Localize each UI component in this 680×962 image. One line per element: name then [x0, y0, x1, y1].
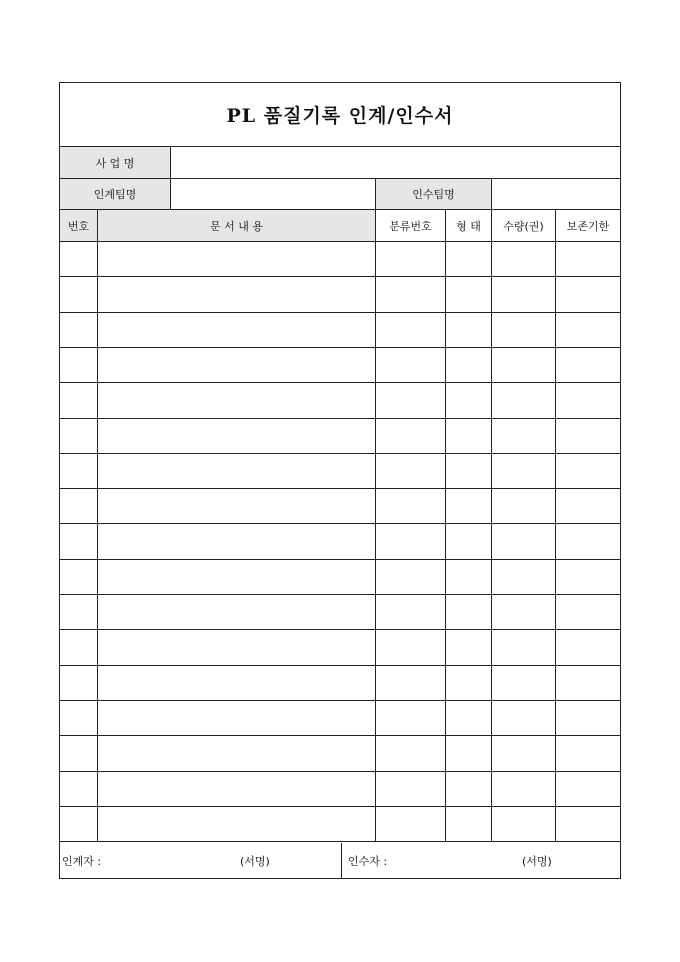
row-7-classification-cell[interactable]	[376, 454, 446, 489]
handover-person-label: 인계자 :	[62, 854, 102, 868]
row-17-number-cell[interactable]	[60, 807, 98, 842]
row-11-quantity-cell[interactable]	[492, 595, 556, 630]
header-type: 형 태	[446, 210, 492, 242]
row-5-content-cell[interactable]	[98, 383, 376, 419]
row-11-type-cell[interactable]	[446, 595, 492, 630]
row-14-classification-cell[interactable]	[376, 701, 446, 736]
handover-signature[interactable]	[60, 843, 342, 878]
row-17-type-cell[interactable]	[446, 807, 492, 842]
row-1-type-cell[interactable]	[446, 242, 492, 277]
row-9-retention-cell[interactable]	[556, 524, 620, 560]
row-3-quantity-cell[interactable]	[492, 313, 556, 348]
row-5-classification-cell[interactable]	[376, 383, 446, 419]
row-2-classification-cell[interactable]	[376, 277, 446, 313]
row-4-retention-cell[interactable]	[556, 348, 620, 383]
header-quantity: 수량(권)	[492, 210, 556, 242]
row-2-quantity-cell[interactable]	[492, 277, 556, 313]
row-15-content-cell[interactable]	[98, 736, 376, 772]
row-7-quantity-cell[interactable]	[492, 454, 556, 489]
row-3-type-cell[interactable]	[446, 313, 492, 348]
form-title: PL 품질기록 인계/인수서	[60, 83, 620, 147]
row-4-content-cell[interactable]	[98, 348, 376, 383]
row-5-quantity-cell[interactable]	[492, 383, 556, 419]
row-12-content-cell[interactable]	[98, 630, 376, 666]
row-17-quantity-cell[interactable]	[492, 807, 556, 842]
row-14-number-cell[interactable]	[60, 701, 98, 736]
row-16-quantity-cell[interactable]	[492, 772, 556, 807]
row-9-classification-cell[interactable]	[376, 524, 446, 560]
row-15-number-cell[interactable]	[60, 736, 98, 772]
row-16-number-cell[interactable]	[60, 772, 98, 807]
row-15-classification-cell[interactable]	[376, 736, 446, 772]
row-3-retention-cell[interactable]	[556, 313, 620, 348]
row-1-content-cell[interactable]	[98, 242, 376, 277]
row-6-classification-cell[interactable]	[376, 419, 446, 454]
receiving-team-field[interactable]	[492, 179, 620, 210]
row-1-quantity-cell[interactable]	[492, 242, 556, 277]
row-13-retention-cell[interactable]	[556, 666, 620, 701]
row-14-quantity-cell[interactable]	[492, 701, 556, 736]
receiving-team-label: 인수팀명	[376, 179, 492, 210]
row-16-type-cell[interactable]	[446, 772, 492, 807]
row-8-classification-cell[interactable]	[376, 489, 446, 524]
row-8-type-cell[interactable]	[446, 489, 492, 524]
row-3-number-cell[interactable]	[60, 313, 98, 348]
row-16-retention-cell[interactable]	[556, 772, 620, 807]
receiver-person-label: 인수자 :	[348, 854, 388, 868]
row-8-retention-cell[interactable]	[556, 489, 620, 524]
row-10-retention-cell[interactable]	[556, 560, 620, 595]
row-4-number-cell[interactable]	[60, 348, 98, 383]
row-13-quantity-cell[interactable]	[492, 666, 556, 701]
row-17-retention-cell[interactable]	[556, 807, 620, 842]
handover-sign-label: (서명)	[240, 854, 270, 868]
row-15-retention-cell[interactable]	[556, 736, 620, 772]
row-17-content-cell[interactable]	[98, 807, 376, 842]
row-8-content-cell[interactable]	[98, 489, 376, 524]
row-16-content-cell[interactable]	[98, 772, 376, 807]
row-1-classification-cell[interactable]	[376, 242, 446, 277]
row-14-retention-cell[interactable]	[556, 701, 620, 736]
row-4-type-cell[interactable]	[446, 348, 492, 383]
row-10-content-cell[interactable]	[98, 560, 376, 595]
row-2-retention-cell[interactable]	[556, 277, 620, 313]
row-2-type-cell[interactable]	[446, 277, 492, 313]
row-10-type-cell[interactable]	[446, 560, 492, 595]
row-6-quantity-cell[interactable]	[492, 419, 556, 454]
row-3-classification-cell[interactable]	[376, 313, 446, 348]
handover-team-field[interactable]	[171, 179, 376, 210]
row-1-number-cell[interactable]	[60, 242, 98, 277]
row-5-type-cell[interactable]	[446, 383, 492, 419]
row-6-type-cell[interactable]	[446, 419, 492, 454]
row-1-retention-cell[interactable]	[556, 242, 620, 277]
row-14-content-cell[interactable]	[98, 701, 376, 736]
header-number: 번호	[60, 210, 98, 242]
row-9-quantity-cell[interactable]	[492, 524, 556, 560]
row-10-number-cell[interactable]	[60, 560, 98, 595]
row-13-type-cell[interactable]	[446, 666, 492, 701]
row-14-type-cell[interactable]	[446, 701, 492, 736]
row-4-classification-cell[interactable]	[376, 348, 446, 383]
row-11-number-cell[interactable]	[60, 595, 98, 630]
row-8-number-cell[interactable]	[60, 489, 98, 524]
row-12-retention-cell[interactable]	[556, 630, 620, 666]
row-11-content-cell[interactable]	[98, 595, 376, 630]
receiver-signature[interactable]	[342, 843, 620, 878]
row-7-content-cell[interactable]	[98, 454, 376, 489]
row-13-number-cell[interactable]	[60, 666, 98, 701]
business-field[interactable]	[171, 147, 620, 179]
row-15-type-cell[interactable]	[446, 736, 492, 772]
row-7-number-cell[interactable]	[60, 454, 98, 489]
receiver-sign-label: (서명)	[522, 854, 552, 868]
row-15-quantity-cell[interactable]	[492, 736, 556, 772]
row-9-number-cell[interactable]	[60, 524, 98, 560]
handover-team-label: 인계팀명	[60, 179, 171, 210]
row-10-quantity-cell[interactable]	[492, 560, 556, 595]
header-retention: 보존기한	[556, 210, 620, 242]
header-content: 문 서 내 용	[98, 210, 376, 242]
row-12-number-cell[interactable]	[60, 630, 98, 666]
row-8-quantity-cell[interactable]	[492, 489, 556, 524]
row-11-classification-cell[interactable]	[376, 595, 446, 630]
business-label: 사 업 명	[60, 147, 171, 179]
row-6-retention-cell[interactable]	[556, 419, 620, 454]
row-7-retention-cell[interactable]	[556, 454, 620, 489]
row-9-content-cell[interactable]	[98, 524, 376, 560]
row-12-classification-cell[interactable]	[376, 630, 446, 666]
header-classification: 분류번호	[376, 210, 446, 242]
row-2-content-cell[interactable]	[98, 277, 376, 313]
row-12-quantity-cell[interactable]	[492, 630, 556, 666]
row-5-retention-cell[interactable]	[556, 383, 620, 419]
handover-form	[59, 82, 621, 879]
row-13-content-cell[interactable]	[98, 666, 376, 701]
row-6-content-cell[interactable]	[98, 419, 376, 454]
row-6-number-cell[interactable]	[60, 419, 98, 454]
row-9-type-cell[interactable]	[446, 524, 492, 560]
row-2-number-cell[interactable]	[60, 277, 98, 313]
row-16-classification-cell[interactable]	[376, 772, 446, 807]
row-5-number-cell[interactable]	[60, 383, 98, 419]
row-11-retention-cell[interactable]	[556, 595, 620, 630]
row-3-content-cell[interactable]	[98, 313, 376, 348]
row-4-quantity-cell[interactable]	[492, 348, 556, 383]
row-17-classification-cell[interactable]	[376, 807, 446, 842]
row-13-classification-cell[interactable]	[376, 666, 446, 701]
row-10-classification-cell[interactable]	[376, 560, 446, 595]
row-7-type-cell[interactable]	[446, 454, 492, 489]
row-12-type-cell[interactable]	[446, 630, 492, 666]
